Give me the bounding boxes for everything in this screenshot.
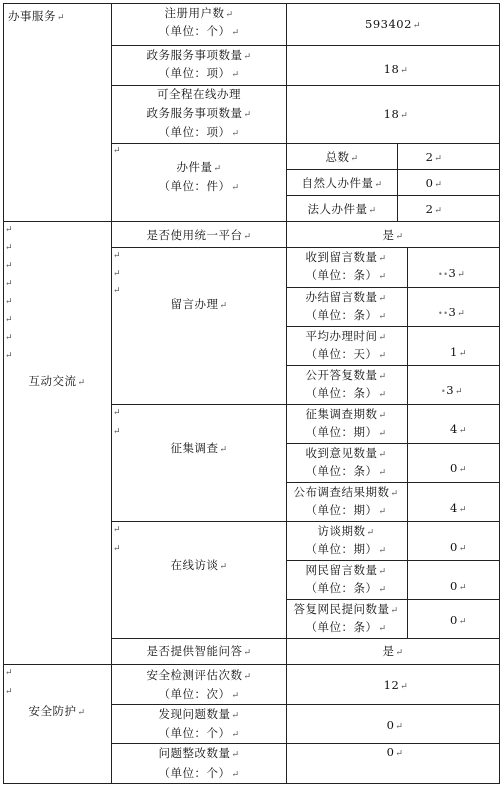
rule [3,3,500,4]
public-replies-label: 公开答复数量↵ [305,368,387,382]
service-items-unit: （单位：项）↵ [158,66,240,80]
online-items-label-line2: 政务服务事项数量↵ [146,106,252,120]
netizen-messages-label: 网民留言数量↵ [305,563,387,577]
avg-handling-time-label: 平均办理时间↵ [305,329,387,343]
issues-found-unit: （单位：个）↵ [158,726,240,740]
rule [286,443,500,444]
issues-fixed-value: 0↵ [386,745,404,759]
netizen-messages-value: 0↵ [450,579,467,593]
cases-unit: （单位：件）↵ [158,179,240,193]
rule [111,704,500,705]
security-checks-unit: （单位：次）↵ [158,687,240,701]
rule [3,221,500,222]
online-items-value: 18↵ [383,107,409,121]
cases-legal-person-label: 法人办件量↵ [307,202,377,216]
avg-handling-time-value: 1↵ [450,345,467,359]
rule [397,143,398,222]
netizen-answers-label: 答复网民提问数量↵ [293,602,399,616]
paragraph-mark: ↵ [113,251,121,261]
cases-natural-person-label: 自然人办件量↵ [301,176,383,190]
registered-users-unit: （单位：个）↵ [158,24,240,38]
rule [111,404,500,405]
rule [111,45,500,46]
service-items-value: 18↵ [383,62,409,76]
survey-results-label: 公布调查结果期数↵ [293,485,399,499]
section-title-interaction: 互动交流↵ [28,374,86,388]
rule [499,3,500,784]
rule [111,743,500,744]
unified-platform-value: 是↵ [382,228,404,242]
service-items-label: 政务服务事项数量↵ [146,48,252,62]
cases-legal-person-value: 2↵ [425,202,443,216]
unified-platform-label: 是否使用统一平台↵ [146,228,252,242]
online-items-unit: （单位：项）↵ [158,125,240,139]
rule [286,599,500,600]
section-title-security: 安全防护↵ [28,704,86,718]
messages-closed-unit: （单位：条）↵ [305,308,387,322]
cases-label: 办件量↵ [176,160,222,174]
paragraph-mark: ↵ [5,333,13,343]
rule [3,664,500,665]
opinions-received-label: 收到意见数量↵ [305,446,387,460]
messages-received-value: ••3↵ [438,266,466,280]
messages-closed-label: 办结留言数量↵ [305,290,387,304]
rule [111,143,500,144]
paragraph-mark: ↵ [113,286,121,296]
rule [3,3,4,784]
paragraph-mark: ↵ [113,269,121,279]
cases-total-value: 2↵ [425,150,443,164]
issues-fixed-label: 问题整改数量↵ [158,746,240,760]
group-title-surveys: 征集调查↵ [170,441,228,455]
rule [286,287,500,288]
survey-results-value: 4↵ [450,501,467,515]
rule [286,3,287,784]
interview-periods-value: 0↵ [450,540,467,554]
public-replies-unit: （单位：条）↵ [305,386,387,400]
security-checks-value: 12↵ [383,678,409,692]
security-checks-label: 安全检测评估次数↵ [146,668,252,682]
online-items-label-line1: 可全程在线办理 [157,87,241,101]
paragraph-mark: ↵ [113,408,121,418]
issues-fixed-unit: （单位：个）↵ [158,766,240,780]
paragraph-mark: ↵ [5,315,13,325]
rule [111,3,112,784]
rule [111,521,500,522]
netizen-answers-unit: （单位：条）↵ [305,620,387,634]
rule [407,247,408,639]
rule [286,169,500,170]
interview-periods-unit: （单位：期）↵ [305,542,387,556]
section-title-service: 办事服务↵ [8,9,66,23]
registered-users-label: 注册用户数↵ [164,6,234,20]
paragraph-mark: ↵ [113,427,121,437]
survey-periods-unit: （单位：期）↵ [305,425,387,439]
paragraph-mark: ↵ [5,351,13,361]
group-title-interviews: 在线访谈↵ [170,558,228,572]
rule [286,195,500,196]
paragraph-mark: ↵ [5,243,13,253]
paragraph-mark: ↵ [5,279,13,289]
paragraph-mark: ↵ [113,146,121,156]
rule [111,247,500,248]
paragraph-mark: ↵ [5,225,13,235]
rule [286,326,500,327]
registered-users-value: 593402↵ [365,17,421,31]
messages-closed-value: ••3↵ [438,305,466,319]
paragraph-mark: ↵ [5,687,13,697]
rule [111,85,500,86]
paragraph-mark: ↵ [113,544,121,554]
opinions-received-unit: （单位：条）↵ [305,464,387,478]
survey-results-unit: （单位：期）↵ [305,503,387,517]
group-title-messages: 留言办理↵ [170,297,228,311]
paragraph-mark: ↵ [5,668,13,678]
interview-periods-label: 访谈期数↵ [317,524,375,538]
survey-periods-label: 征集调查期数↵ [305,407,387,421]
issues-found-value: 0↵ [386,718,404,732]
rule [286,365,500,366]
rule [286,482,500,483]
cases-total-label: 总数↵ [325,150,359,164]
rule [111,638,500,639]
issues-found-label: 发现问题数量↵ [158,707,240,721]
rule [3,783,500,784]
paragraph-mark: ↵ [5,297,13,307]
netizen-messages-unit: （单位：条）↵ [305,581,387,595]
messages-received-unit: （单位：条）↵ [305,268,387,282]
cases-natural-person-value: 0↵ [425,176,443,190]
paragraph-mark: ↵ [5,261,13,271]
opinions-received-value: 0↵ [450,461,467,475]
public-replies-value: •3↵ [441,383,464,397]
messages-received-label: 收到留言数量↵ [305,250,387,264]
smart-qa-label: 是否提供智能问答↵ [146,644,252,658]
smart-qa-value: 是↵ [382,644,404,658]
rule [286,560,500,561]
netizen-answers-value: 0↵ [450,613,467,627]
avg-handling-time-unit: （单位：天）↵ [305,347,387,361]
survey-periods-value: 4↵ [450,422,467,436]
paragraph-mark: ↵ [113,525,121,535]
